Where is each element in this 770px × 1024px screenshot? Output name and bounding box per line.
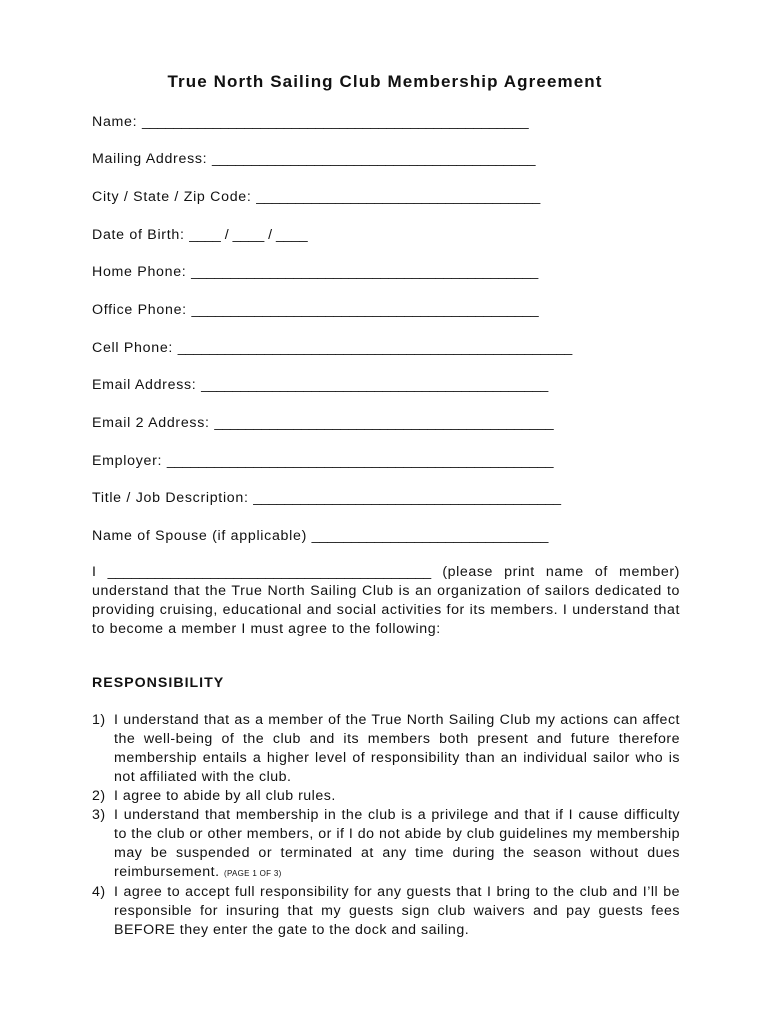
- list-item-number: 2): [92, 788, 106, 804]
- page-indicator: (PAGE 1 OF 3): [224, 869, 282, 878]
- field-blank: ____________________________________________: [201, 377, 549, 393]
- field-email-2-address: [92, 415, 554, 431]
- list-item-text: I understand that membership in the club is a privilege and that if I cause difficulty to the club or other members, or if I do not abide by club guidelines my membership may be suspended or terminated at any time during the season without dues reimbursement.: [114, 807, 680, 880]
- field-blank: _______________________________________: [253, 490, 562, 506]
- field-label: Name of Spouse (if applicable): [92, 528, 307, 544]
- list-item: [92, 787, 680, 806]
- field-blank: ____________________________________: [256, 189, 541, 205]
- responsibility-list: [92, 711, 680, 940]
- field-blank: _________________________________________: [211, 151, 536, 167]
- field-blank: _________________________________________________: [166, 453, 554, 469]
- field-blank: ____________________________________________: [191, 302, 539, 318]
- field-employer: [92, 453, 553, 469]
- field-home-phone: [92, 264, 538, 280]
- field-name-of-spouse: [92, 528, 548, 544]
- list-item-number: 3): [92, 807, 106, 823]
- field-label: Email 2 Address:: [92, 415, 210, 431]
- field-label: Email Address:: [92, 377, 197, 393]
- document-title: True North Sailing Club Membership Agreement: [167, 72, 603, 91]
- field-city-state-zip: [92, 189, 540, 205]
- field-label: Home Phone:: [92, 264, 187, 280]
- field-blank: ___________________________________________: [214, 415, 554, 431]
- field-label: Title / Job Description:: [92, 490, 249, 506]
- field-label: Mailing Address:: [92, 151, 208, 167]
- field-name: [92, 114, 529, 130]
- list-item: [92, 711, 680, 787]
- field-blank: __________________________________________________: [177, 340, 573, 356]
- field-label: City / State / Zip Code:: [92, 189, 252, 205]
- field-blank: ____ / ____ / ____: [189, 227, 308, 243]
- field-blank: ____________________________________________: [191, 264, 539, 280]
- field-title-job-description: [92, 490, 561, 506]
- intro-name-blank: _________________________________________: [107, 564, 432, 580]
- field-cell-phone: [92, 340, 572, 356]
- list-item-text: I agree to accept full responsibility for any guests that I bring to the club and I’ll be responsible for insuring that my guests sign club waivers and pay guests fees BEFORE they enter the gate to the dock and sailing.: [114, 884, 680, 938]
- field-email-address: [92, 377, 548, 393]
- list-item: [92, 883, 680, 940]
- field-blank: ______________________________: [311, 528, 549, 544]
- intro-text: (please print name of member) understand that the True North Sailing Club is an organization of sailors dedicated to providing cruising, educational and social activities for its members. I understand that to become a member I must agree to the following:: [92, 564, 680, 637]
- field-label: Employer:: [92, 453, 163, 469]
- field-label: Date of Birth:: [92, 227, 185, 243]
- field-label: Office Phone:: [92, 302, 187, 318]
- list-item-number: 4): [92, 884, 106, 900]
- field-label: Cell Phone:: [92, 340, 174, 356]
- list-item: [92, 806, 680, 883]
- intro-prefix: I: [92, 564, 97, 580]
- list-item-text: I agree to abide by all club rules.: [114, 788, 336, 804]
- field-mailing-address: [92, 151, 535, 167]
- section-heading-responsibility: RESPONSIBILITY: [92, 675, 225, 691]
- field-blank: _________________________________________________: [141, 114, 529, 130]
- field-date-of-birth: [92, 227, 308, 243]
- list-item-text: I understand that as a member of the True North Sailing Club my actions can affect the well-being of the club and its members both present and future therefore membership entails a higher level of responsibility than an individual sailor who is not affiliated with the club.: [114, 712, 680, 785]
- field-office-phone: [92, 302, 539, 318]
- field-label: Name:: [92, 114, 138, 130]
- intro-paragraph: [92, 563, 680, 639]
- list-item-number: 1): [92, 712, 106, 728]
